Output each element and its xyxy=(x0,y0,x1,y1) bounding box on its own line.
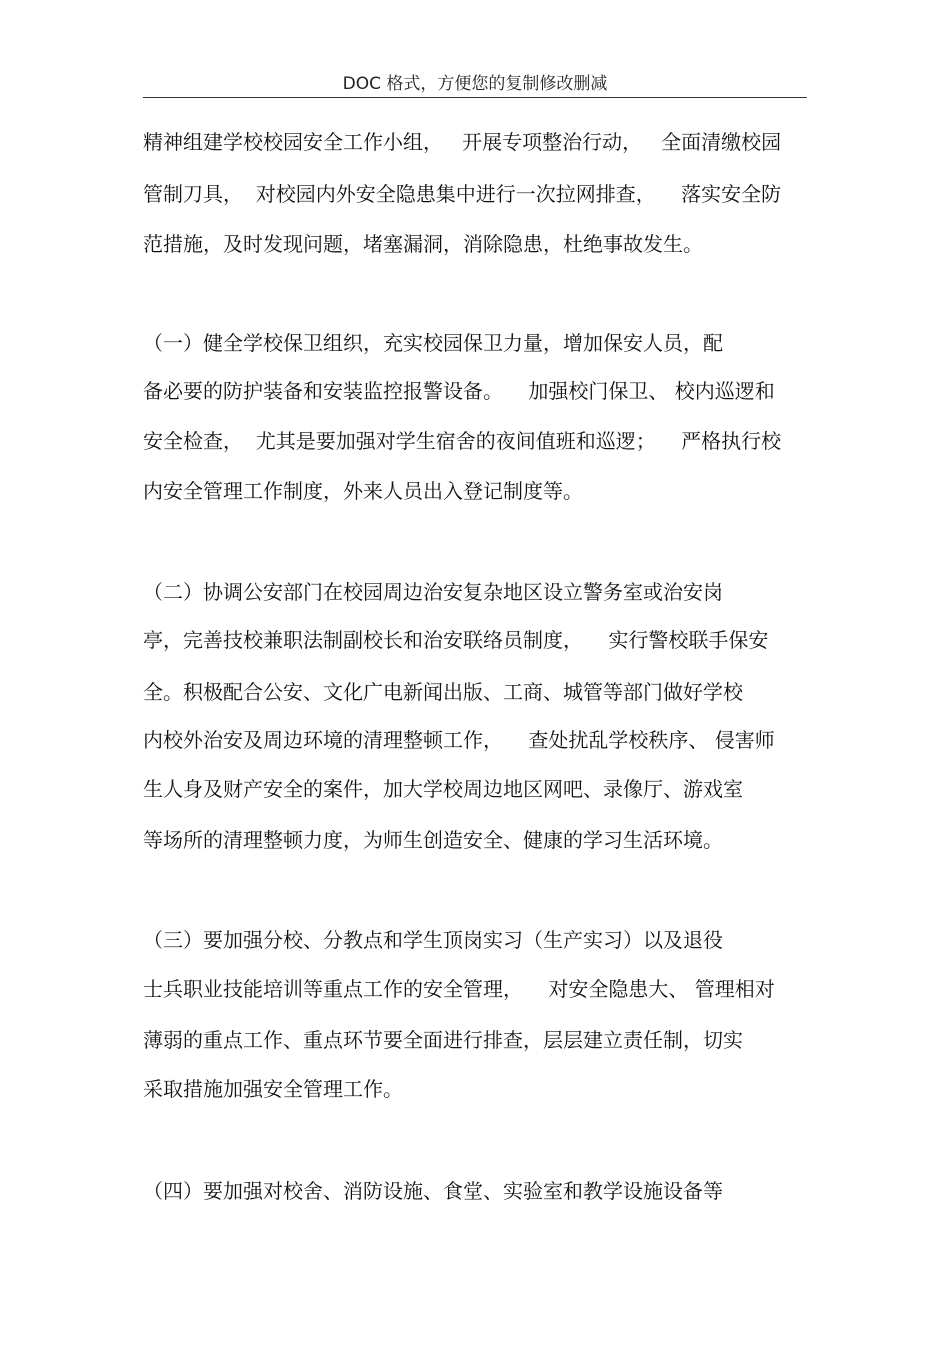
text-line: 范措施，及时发现问题，堵塞漏洞，消除隐患，杜绝事故发生。 xyxy=(143,232,703,256)
text-line: 精神组建学校校园安全工作小组， 开展专项整治行动， 全面清缴校园 xyxy=(143,130,782,154)
text-line: 备必要的防护装备和安装监控报警设备。 加强校门保卫、 校内巡逻和 xyxy=(143,379,775,403)
text-line: 安全检查， 尤其是要加强对学生宿舍的夜间值班和巡逻； 严格执行校 xyxy=(143,429,782,453)
text-line: 生人身及财产安全的案件，加大学校周边地区网吧、录像厅、游戏室 xyxy=(143,777,743,801)
text-line: （一）健全学校保卫组织，充实校园保卫力量，增加保安人员，配 xyxy=(143,331,723,355)
text-line: （二）协调公安部门在校园周边治安复杂地区设立警务室或治安岗 xyxy=(143,580,723,604)
text-line: （四）要加强对校舍、消防设施、食堂、实验室和教学设施设备等 xyxy=(143,1179,723,1203)
text-line: 薄弱的重点工作、重点环节要全面进行排查，层层建立责任制，切实 xyxy=(143,1028,743,1052)
text-line: 采取措施加强安全管理工作。 xyxy=(143,1077,403,1101)
text-line: 亭，完善技校兼职法制副校长和治安联络员制度， 实行警校联手保安 xyxy=(143,628,769,652)
text-line: 士兵职业技能培训等重点工作的安全管理， 对安全隐患大、 管理相对 xyxy=(143,977,775,1001)
text-line: 全。积极配合公安、文化广电新闻出版、工商、城管等部门做好学校 xyxy=(143,680,743,704)
header-divider xyxy=(143,97,807,98)
text-line: 内校外治安及周边环境的清理整顿工作， 查处扰乱学校秩序、 侵害师 xyxy=(143,728,775,752)
text-line: 等场所的清理整顿力度，为师生创造安全、健康的学习生活环境。 xyxy=(143,828,723,852)
text-line: 管制刀具， 对校园内外安全隐患集中进行一次拉网排查， 落实安全防 xyxy=(143,182,782,206)
page-header: DOC 格式，方便您的复制修改删减 xyxy=(342,74,608,94)
text-line: 内安全管理工作制度，外来人员出入登记制度等。 xyxy=(143,479,583,503)
text-line: （三）要加强分校、分教点和学生顶岗实习（生产实习）以及退役 xyxy=(143,928,723,952)
